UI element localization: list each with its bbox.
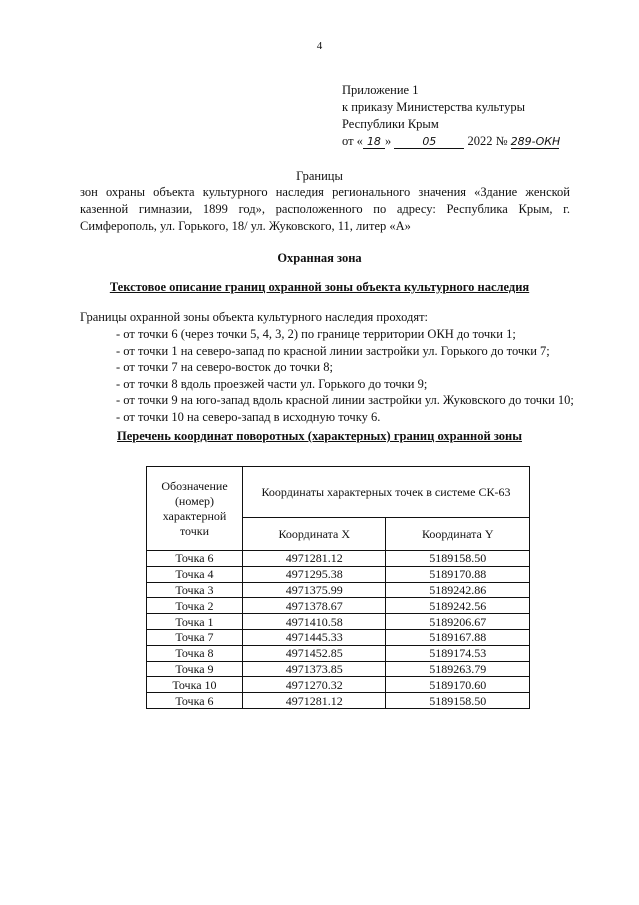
column-header-x: Координата X <box>243 518 386 551</box>
x-cell: 4971410.58 <box>243 614 386 630</box>
table-row <box>147 551 530 567</box>
x-cell: 4971375.99 <box>243 582 386 598</box>
y-cell: 5189206.67 <box>386 614 530 630</box>
table-row <box>147 566 530 582</box>
y-cell: 5189167.88 <box>386 629 530 645</box>
date-month: 05 <box>394 135 464 149</box>
document-title: Границы <box>296 169 343 183</box>
point-cell: Точка 8 <box>147 645 243 661</box>
table-row <box>147 677 530 693</box>
table-body <box>147 551 530 709</box>
x-cell: 4971281.12 <box>243 551 386 567</box>
point-cell: Точка 3 <box>147 582 243 598</box>
table-row <box>147 661 530 677</box>
point-cell: Точка 2 <box>147 598 243 614</box>
appendix-republic-line: Республики Крым <box>342 117 439 131</box>
section-coordinates: Перечень координат поворотных (характерных) границ охранной зоны <box>117 429 522 443</box>
column-header-coordinates: Координаты характерных точек в системе СК-63 <box>243 467 530 518</box>
point-cell: Точка 9 <box>147 661 243 677</box>
table-row <box>147 614 530 630</box>
x-cell: 4971270.32 <box>243 677 386 693</box>
x-cell: 4971378.67 <box>243 598 386 614</box>
y-cell: 5189170.88 <box>386 566 530 582</box>
coordinates-table <box>146 466 530 709</box>
list-item: - от точки 7 на северо-восток до точки 8; <box>116 360 333 375</box>
section-text-description: Текстовое описание границ охранной зоны объекта культурного наследия <box>109 280 530 294</box>
list-item: - от точки 10 на северо-запад в исходную точку 6. <box>116 409 381 424</box>
section-protection-zone: Охранная зона <box>277 251 362 265</box>
table-row <box>147 582 530 598</box>
point-cell: Точка 7 <box>147 629 243 645</box>
table-row <box>147 598 530 614</box>
y-cell: 5189174.53 <box>386 645 530 661</box>
appendix-date-line <box>342 133 559 150</box>
date-year: 2022 № <box>467 134 508 148</box>
x-cell: 4971452.85 <box>243 645 386 661</box>
order-number: 289-ОКН <box>510 135 561 148</box>
list-item: - от точки 9 на юго-запад вдоль красной линии застройки ул. Жуковского до точки 10; <box>116 393 574 408</box>
point-cell: Точка 10 <box>147 677 243 693</box>
x-cell: 4971281.12 <box>243 693 386 709</box>
page-number: 4 <box>316 40 323 52</box>
list-item: - от точки 1 на северо-запад по красной линии застройки ул. Горького до точки 7; <box>116 343 550 358</box>
point-cell: Точка 4 <box>147 566 243 582</box>
date-day: 18 <box>363 135 385 149</box>
intro-paragraph: зон охраны объекта культурного наследия регионального значения «Здание женской казенной гимназии, 1899 год», расположенного по адресу: Республика Крым, г. Симферополь, ул. Горького, 18/ ул. Жуковского, 11, литер «А» <box>80 185 570 233</box>
table-row <box>147 645 530 661</box>
appendix-order-line: к приказу Министерства культуры <box>342 100 525 114</box>
list-item: - от точки 6 (через точки 5, 4, 3, 2) по границе территории ОКН до точки 1; <box>116 327 516 341</box>
x-cell: 4971373.85 <box>243 661 386 677</box>
y-cell: 5189242.56 <box>386 598 530 614</box>
point-cell: Точка 6 <box>147 551 243 567</box>
appendix-header <box>342 82 559 150</box>
y-cell: 5189263.79 <box>386 661 530 677</box>
appendix-title: Приложение 1 <box>342 83 419 97</box>
table-row <box>147 629 530 645</box>
x-cell: 4971295.38 <box>243 566 386 582</box>
column-header-point: Обозначение (номер) характерной точки <box>147 467 243 551</box>
y-cell: 5189170.60 <box>386 677 530 693</box>
column-header-y: Координата Y <box>386 518 530 551</box>
point-cell: Точка 6 <box>147 693 243 709</box>
y-cell: 5189242.86 <box>386 582 530 598</box>
x-cell: 4971445.33 <box>243 629 386 645</box>
borders-list <box>116 326 574 426</box>
y-cell: 5189158.50 <box>386 693 530 709</box>
date-prefix: от « <box>342 134 363 148</box>
point-cell: Точка 1 <box>147 614 243 630</box>
y-cell: 5189158.50 <box>386 551 530 567</box>
date-mid: » <box>384 134 392 148</box>
borders-heading: Границы охранной зоны объекта культурного наследия проходят: <box>80 310 428 324</box>
list-item: - от точки 8 вдоль проезжей части ул. Горького до точки 9; <box>116 376 428 391</box>
table-row <box>147 693 530 709</box>
